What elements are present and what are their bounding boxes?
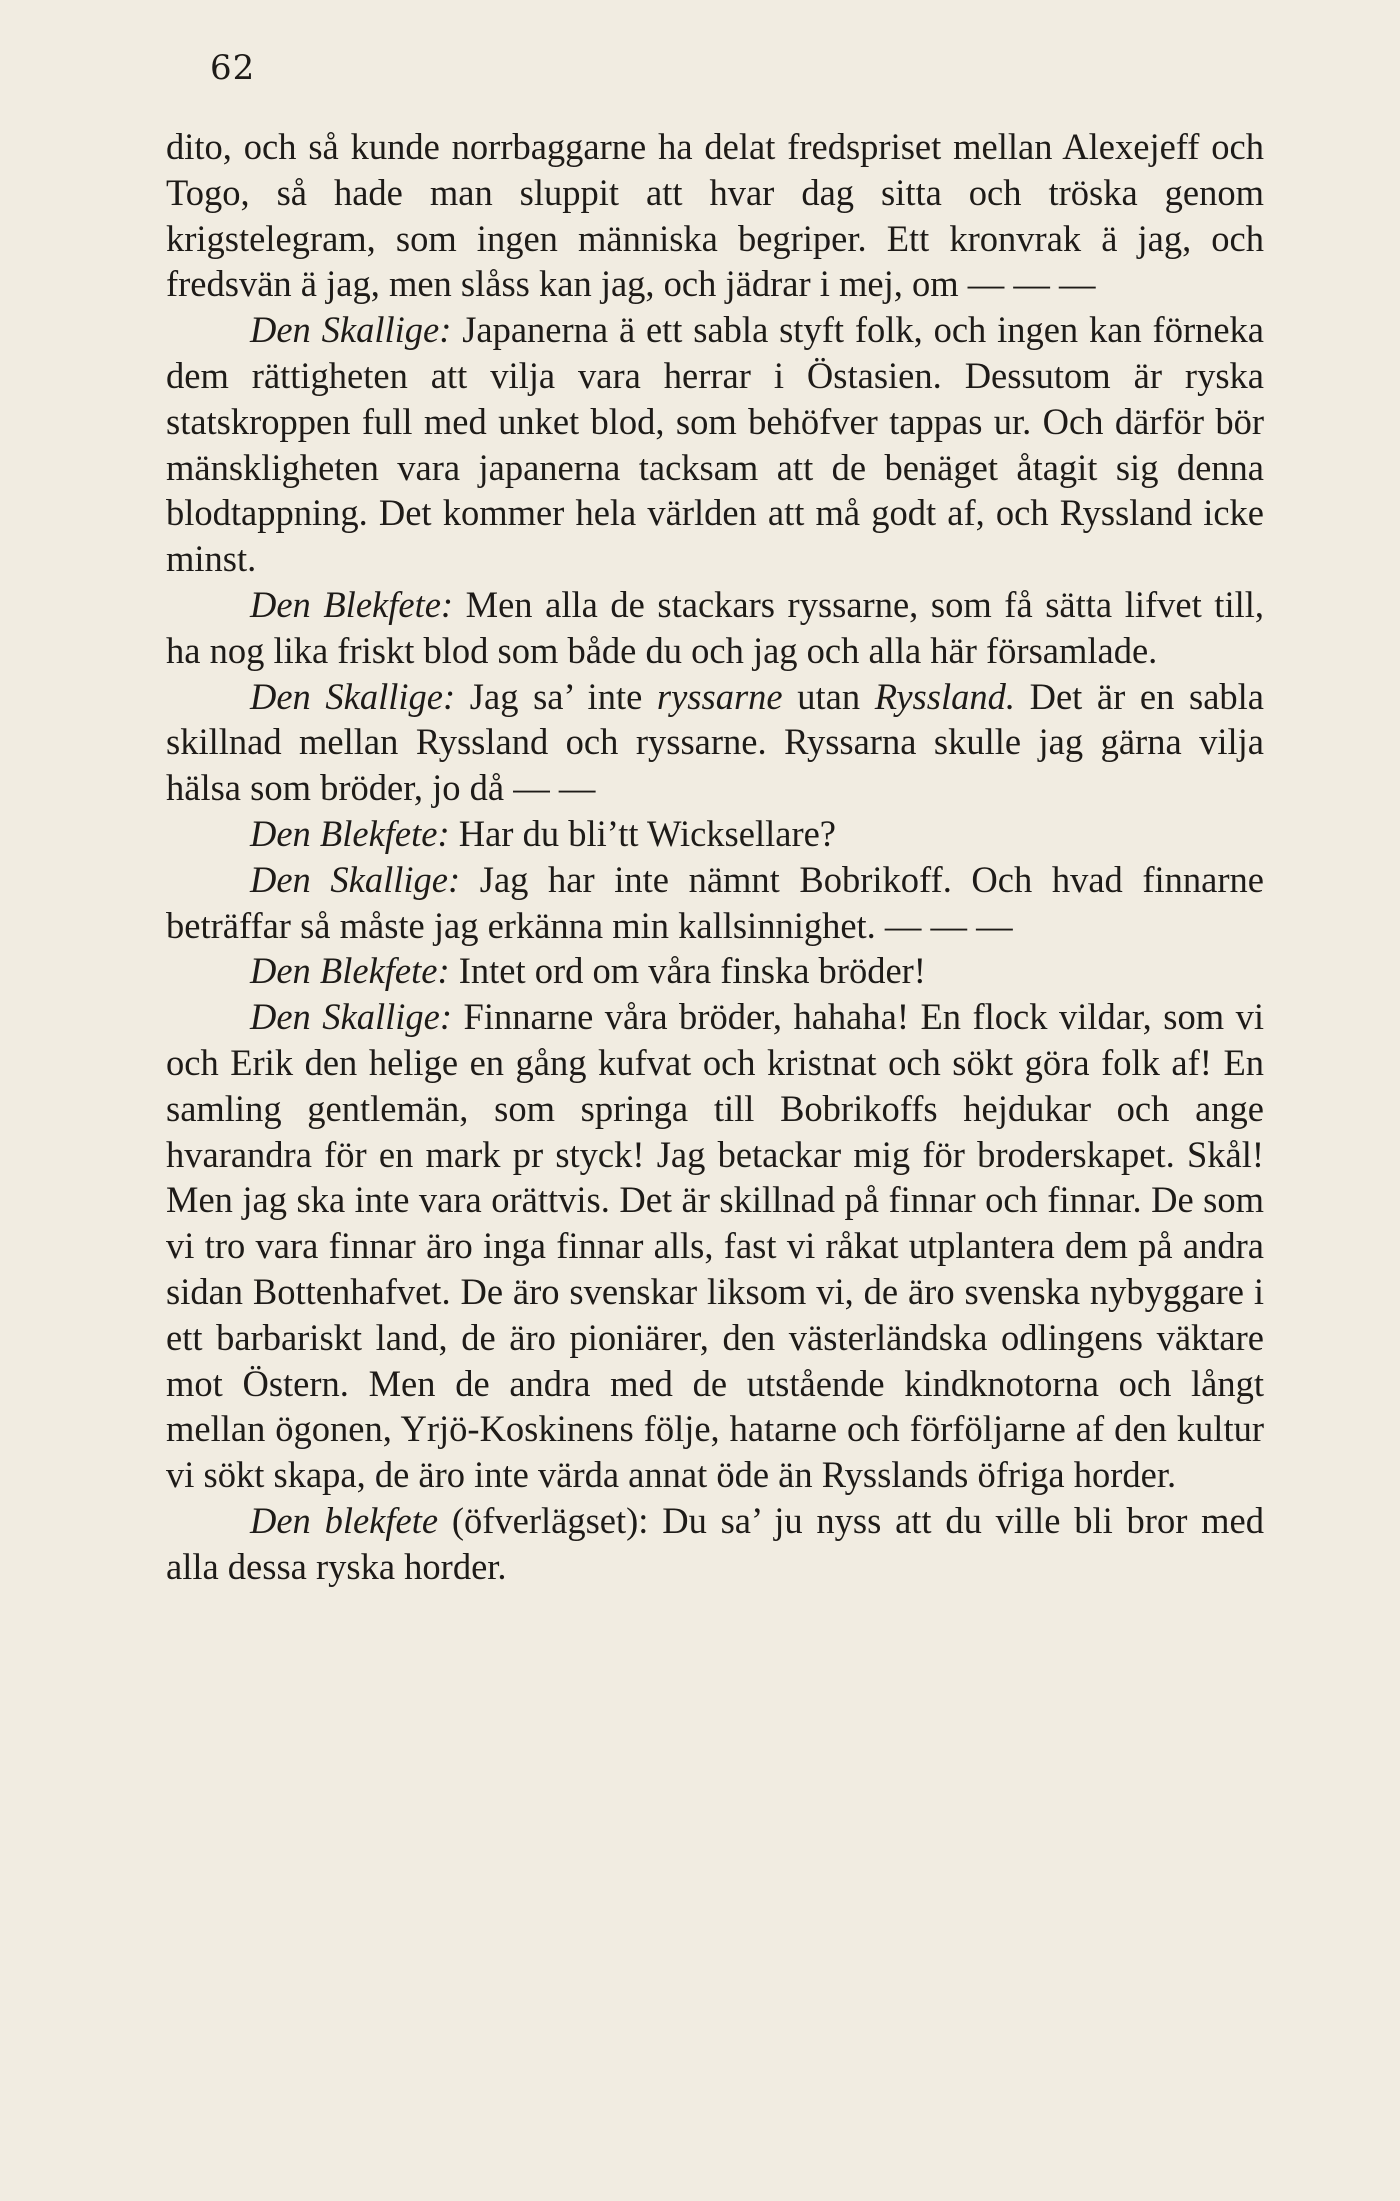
paragraph (166, 948, 1264, 994)
paragraph (166, 307, 1264, 582)
paragraph-text: Intet ord om våra finska bröder! (449, 950, 926, 992)
body-text (166, 124, 1264, 1590)
page-number: 62 (210, 48, 256, 88)
paragraph-text: (öfverlägset): Du sa’ ju nyss att du ville bli bror med alla dessa ryska horder. (166, 1499, 1264, 1587)
paragraph-text: Finnarne våra bröder, hahaha! En flock vildar, som vi och Erik den helige en gång kufvat och kristnat och sökt göra folk af! En samling gentlemän, som springa till Bobrikoffs hejdukar och ange hvarandra för en mark pr styck! Jag betackar mig för broderskapet. Skål! Men jag ska inte vara orättvis. Det är skillnad på finnar och finnar. De som vi tro vara finnar äro inga finnar alls, fast vi råkat utplantera dem på andra sidan Bottenhafvet. De äro svenskar liksom vi, de äro svenska nybyggare i ett barbariskt land, de äro pioniärer, den västerländska odlingens väktare mot Östern. Men de andra med de utstående kindknotorna och långt mellan ögonen, Yrjö-Koskinens följe, hatarne och förföljarne af den kultur vi sökt skapa, de äro inte värda annat öde än Rysslands öfriga horder. (166, 996, 1264, 1496)
speaker-name: Den Blekfete: (250, 950, 450, 992)
paragraph-text: Har du bli’tt Wicksellare? (449, 812, 836, 854)
speaker-name: Den Skallige: (250, 996, 453, 1038)
paragraph (166, 811, 1264, 857)
paragraph-text: Jag har inte nämnt Bobrikoff. Och hvad finnarne beträffar så måste jag erkänna min kallsinnighet. — — — (166, 858, 1264, 946)
paragraph (166, 674, 1264, 811)
speaker-name: Den Blekfete: (250, 583, 454, 625)
paragraph-text: Det är en sabla skillnad mellan Ryssland och ryssarne. Ryssarna skulle jag gärna vilja hälsa som bröder, jo då — — (166, 675, 1264, 809)
paragraph-text: dito, och så kunde norrbaggarne ha delat fredspriset mellan Alexejeff och Togo, så hade man sluppit att hvar dag sitta och tröska genom krigstelegram, som ingen människa begriper. Ett kronvrak ä jag, och fredsvän ä jag, men slåss kan jag, och jädrar i mej, om — — — (166, 126, 1264, 305)
speaker-name: Den Skallige: (250, 675, 456, 717)
paragraph (166, 857, 1264, 949)
paragraph (166, 994, 1264, 1498)
paragraph-text: utan (782, 675, 875, 717)
speaker-name: Den Blekfete: (250, 812, 450, 854)
paragraph-text: Japanerna ä ett sabla styft folk, och ingen kan förneka dem rättigheten att vilja vara herrar i Östasien. Dessutom är ryska statskroppen full med unket blod, som behöfver tappas ur. Och därför bör mänskligheten vara japanerna tacksam att de benäget åtagit sig denna blodtappning. Det kommer hela världen att må godt af, och Ryssland icke minst. (166, 309, 1264, 580)
paragraph-text: Men alla de stackars ryssarne, som få sätta lifvet till, ha nog lika friskt blod som både du och jag och alla här församlade. (166, 583, 1264, 671)
paragraph (166, 1498, 1264, 1590)
paragraph-text: Jag sa’ inte (455, 675, 657, 717)
paragraph (166, 582, 1264, 674)
paragraph (166, 124, 1264, 307)
speaker-name: Den Skallige: (250, 309, 452, 351)
speaker-name: Den Skallige: (250, 858, 461, 900)
emphasized-text: Ryssland. (874, 675, 1015, 717)
emphasized-text: ryssarne (656, 675, 783, 717)
speaker-name: Den blekfete (250, 1499, 439, 1541)
